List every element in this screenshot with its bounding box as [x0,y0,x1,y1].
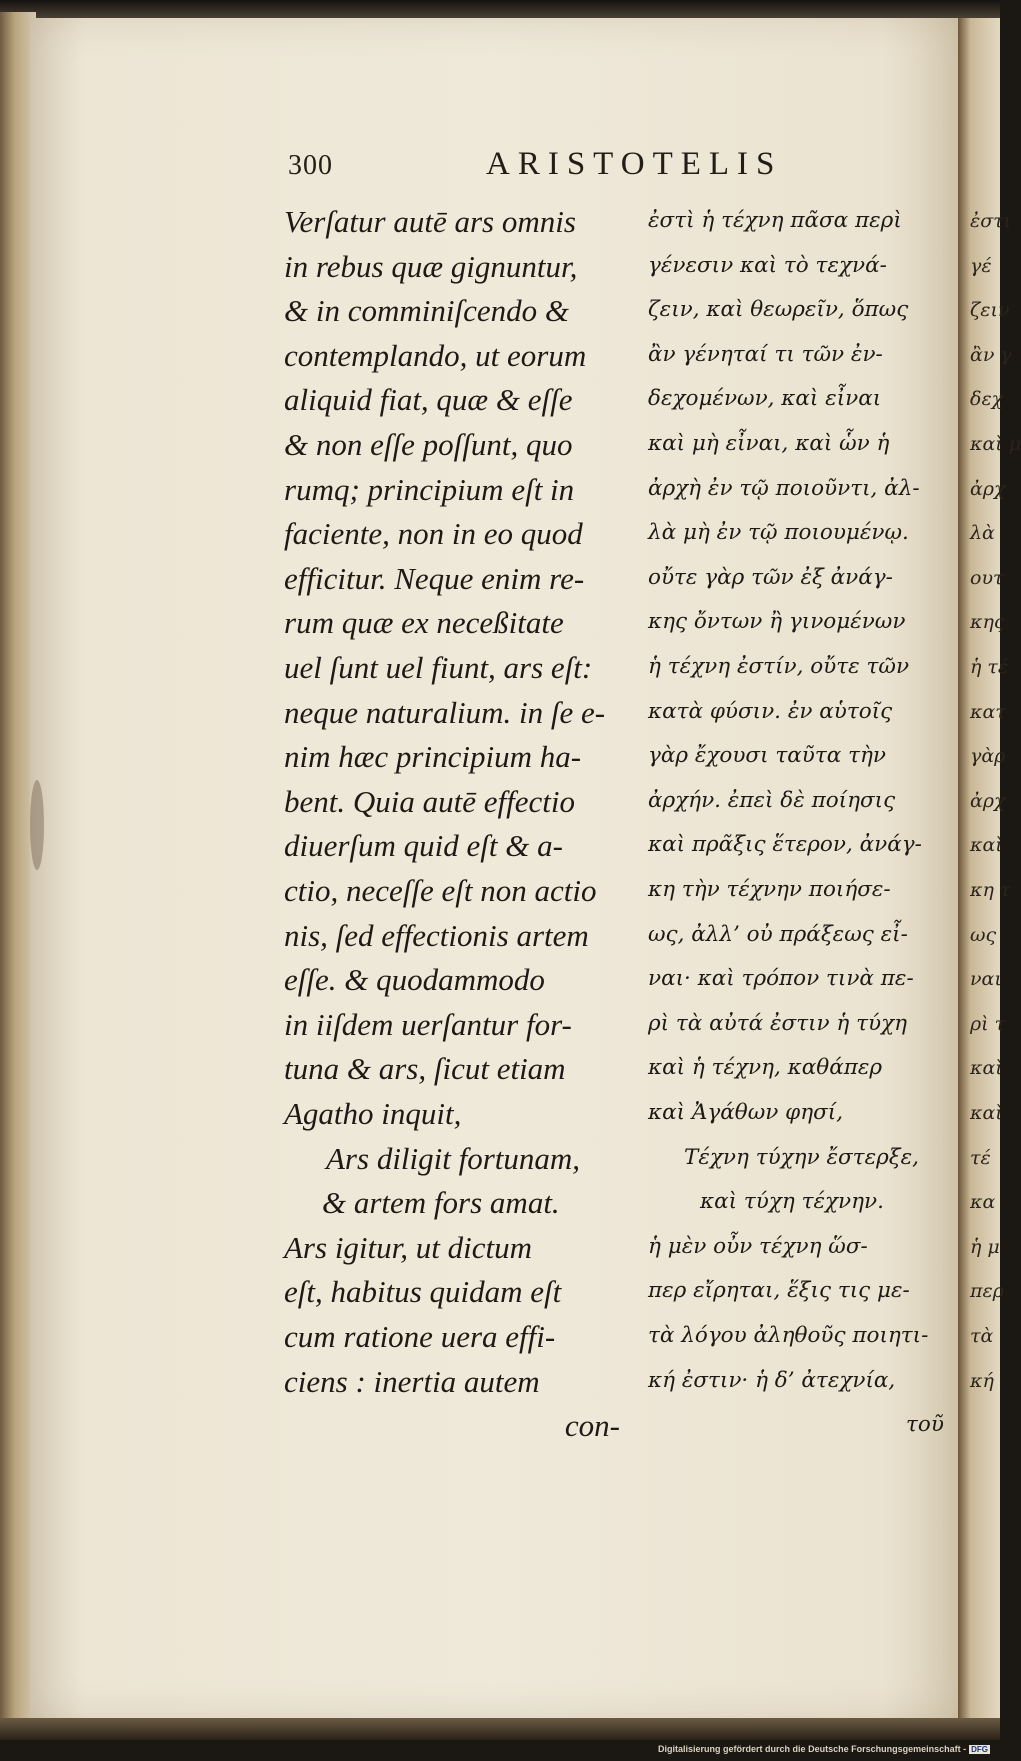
page-number: 300 [288,150,333,181]
latin-line: aliquid fiat, quæ & eſſe [284,382,573,418]
greek-line: γὰρ ἔχουσι ταῦτα τὴν [648,743,886,769]
greek-line: ἀρχὴ ἐν τῷ ποιοῦντι, ἀλ- [648,475,920,501]
latin-line: contemplando, ut eorum [284,337,587,373]
dfg-logo: DFG [971,1745,988,1755]
adjacent-page-fragment: ἡ μ [970,1235,1000,1258]
adjacent-page-fragment: καὶ [970,1102,1003,1124]
adjacent-page-fragment: δεχ [970,388,1004,411]
adjacent-page-strip [958,18,1021,1718]
latin-line: rumq; principium eſt in [284,471,575,507]
adjacent-page-fragment: ἀρχ [970,477,1006,500]
latin-line: ciens : inertia autem [284,1363,540,1399]
adjacent-page-fragment: ναι [970,968,1002,991]
greek-line: οὔτε γὰρ τῶν ἐξ ἀνάγ- [648,564,893,590]
latin-line: nim hæc principium ha- [284,739,582,775]
latin-line: bent. Quia autē effectio [284,783,575,819]
latin-line: in iiſdem uerſantur for- [284,1006,572,1042]
latin-line: Ars igitur, ut dictum [284,1229,533,1265]
adjacent-page-fragment: καὶ μ [970,433,1021,455]
greek-line: καὶ πρᾶξις ἕτερον, ἀνάγ- [648,832,922,858]
latin-line: con- [564,1408,620,1444]
greek-line: περ εἴρηται, ἕξις τις με- [648,1278,910,1304]
latin-line: & in comminiſcendo & [284,293,569,329]
latin-line: efficitur. Neque enim re- [284,560,585,596]
adjacent-page-fragment: κατ [970,700,1006,723]
greek-line: κατὰ φύσιν. ἐν αὑτοῖς [648,698,893,724]
latin-line: & non eſſe poſſunt, quo [284,427,573,462]
latin-line: Verſatur autē ars omnis [284,204,576,239]
greek-line: ἡ μὲν οὖν τέχνη ὥσ- [648,1233,868,1259]
latin-line: faciente, non in eo quod [284,516,583,552]
adjacent-page-fragment: περ [970,1280,1004,1303]
adjacent-page-fragment: γέ [970,254,992,277]
greek-line: ἐστὶ ἡ τέχνη πᾶσα περὶ [648,208,902,233]
adjacent-page-fragment: κα [970,1191,996,1214]
adjacent-page-fragment: γὰρ [970,745,1006,768]
latin-line: Agatho inquit, [284,1096,462,1131]
greek-line: Τέχνη τύχην ἔστερξε, [684,1144,919,1170]
greek-line: καὶ μὴ εἶναι, καὶ ὧν ἡ [648,431,890,456]
latin-line: tuna & ars, ſicut etiam [284,1051,566,1087]
adjacent-page-fragment: ως [970,923,997,946]
adjacent-page-fragment: τέ [970,1146,991,1169]
greek-line: ναι· καὶ τρόπον τινὰ πε- [648,966,914,992]
adjacent-page-fragment: ἐστι [970,210,1012,232]
adjacent-page-fragment: λὰ [970,522,995,545]
latin-line: diuerſum quid eſt & a- [284,828,563,864]
running-title: ARISTOTELIS [486,146,783,182]
greek-line: δεχομένων, καὶ εἶναι [648,386,882,412]
greek-line: ἡ τέχνη ἐστίν, οὔτε τῶν [648,654,910,679]
greek-line: γένεσιν καὶ τὸ τεχνά- [648,252,887,278]
greek-line: ἀρχήν. ἐπεὶ δὲ ποίησις [648,787,896,813]
paper-stain [30,780,44,870]
greek-line: ρὶ τὰ αὐτά ἐστιν ἡ τύχη [648,1010,908,1036]
greek-line: καὶ Ἀγάθων φησί, [648,1100,844,1125]
greek-line: καὶ ἡ τέχνη, καθάπερ [648,1055,883,1081]
adjacent-page-fragment: ρὶ τ [970,1012,1006,1035]
greek-line: ζειν, καὶ θεωρεῖν, ὅπως [648,297,909,323]
adjacent-page-fragment: ἀρχ [970,789,1006,812]
greek-line: καὶ τύχη τέχνην. [700,1189,884,1215]
adjacent-page-fragment: κης [970,611,1005,634]
greek-line: κης ὄντων ἢ γινομένων [648,609,906,635]
page-header [288,146,908,190]
adjacent-page-fragment: καὶ [970,834,1003,857]
greek-line: λὰ μὴ ἐν τῷ ποιουμένῳ. [648,520,909,546]
latin-line: ctio, neceſſe eſt non actio [284,873,597,908]
latin-line: in rebus quæ gignuntur, [284,248,578,284]
adjacent-page-fragment: κή [970,1369,994,1392]
adjacent-page-fragment: ζειν [970,299,1010,322]
adjacent-page-fragment: ἡ τέ [970,656,1009,678]
latin-line: rum quæ ex neceßitate [284,605,564,641]
book-top-edge [0,0,1000,18]
adjacent-page-fragment: καὶ [970,1057,1003,1080]
digitization-credit [658,1744,990,1760]
latin-line: Ars diligit fortunam, [326,1140,581,1176]
adjacent-page-fragment: τὰ [970,1325,994,1347]
latin-line: & artem fors amat. [322,1185,560,1221]
greek-line: κή ἐστιν· ἡ δ’ ἀτεχνία, [648,1367,896,1393]
adjacent-page-fragment: ουτ [970,566,1004,589]
latin-line: eſſe. & quodammodo [284,962,545,998]
latin-line: eſt, habitus quidam eſt [284,1274,562,1310]
latin-line: uel ſunt uel fiunt, ars eſt: [284,650,593,685]
latin-line: neque naturalium. in ſe e- [284,694,606,730]
book-bottom-edge [0,1718,1000,1740]
greek-line: ως, ἀλλ’ οὐ πράξεως εἶ- [648,921,908,947]
adjacent-page-fragment: κη τ [970,879,1011,901]
greek-line: ἂν γένηταί τι τῶν ἐν- [648,341,883,367]
latin-line: cum ratione uera effi- [284,1319,556,1354]
latin-line: nis, ſed effectionis artem [284,917,589,953]
greek-line: τὰ λόγου ἀληθοῦς ποιητι- [648,1323,929,1348]
credit-text: Digitalisierung gefördert durch die Deutsche Forschungsgemeinschaft - [658,1744,967,1754]
greek-line: κη τὴν τέχνην ποιήσε- [648,877,891,902]
adjacent-page-fragment: ἂν γ [970,343,1012,366]
greek-line: τοῦ [906,1412,944,1438]
